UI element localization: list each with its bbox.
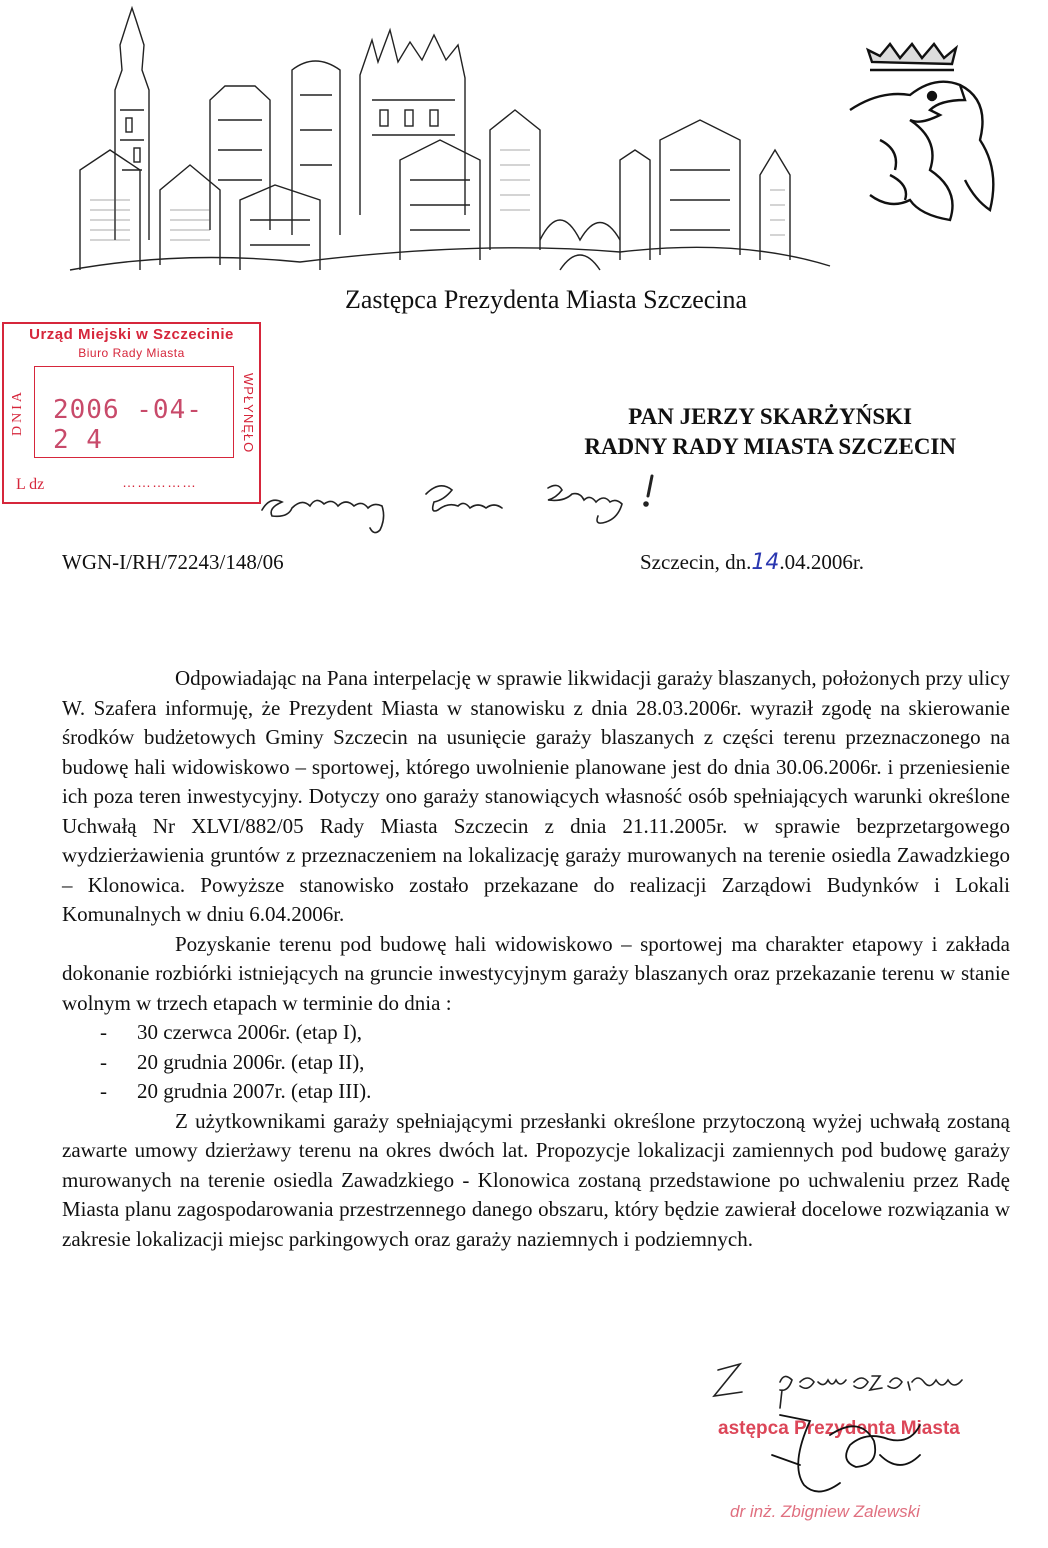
griffin-crest-icon — [850, 44, 993, 220]
letter-body — [62, 664, 1010, 1254]
stamp-department: Biuro Rady Miasta — [78, 346, 185, 360]
list-marker: - — [100, 1049, 107, 1074]
list-marker: - — [100, 1079, 107, 1103]
list-item — [62, 1048, 1010, 1078]
stamp-received-label: WPŁYNĘŁO — [241, 372, 256, 454]
place-and-date — [640, 550, 864, 575]
stages-list — [62, 1018, 1010, 1107]
list-marker: - — [100, 1020, 107, 1044]
body-paragraph-1: Odpowiadając na Pana interpelację w sprawie likwidacji garaży blaszanych, położonych przy ulicy W. Szafera informuję, że Prezydent Miasta w stanowisku z dnia 28.03.2006r. wyraził zgodę na skierowanie środków budżetowych Gminy Szczecin na usunięcie garaży blaszanych z części terenu przeznaczonego na budowę hali widowiskowo – sportowej, którego uwolnienie planowane jest do dnia 30.06.2006r. i przeniesienie ich poza teren inwestycyjny. Dotyczy ono garaży stanowiących własność osób spełniających warunki określone Uchwałą Nr XLVI/882/05 Rady Miasta Szczecin z dnia 21.11.2005r. w sprawie bezprzetargowego wydzierżawienia gruntów z przeznaczeniem na lokalizację garaży murowanych na terenie osiedla Zawadzkiego – Klonowica. Powyższe stanowisko zostało przekazane do realizacji Zarządowi Budynków i Lokali Komunalnych w dniu 6.04.2006r. — [62, 666, 1010, 926]
document-reference-number: WGN-I/RH/72243/148/06 — [62, 550, 284, 574]
date-day-handwritten: 14 — [751, 550, 780, 575]
official-title-stamp: astępca Prezydenta Miasta — [718, 1418, 960, 1439]
list-item — [62, 1018, 1010, 1048]
stamp-day-label: DNIA — [10, 389, 25, 437]
body-paragraph-2: Pozyskanie terenu pod budowę hali widowiskowo – sportowej ma charakter etapowy i zakłada dokonanie rozbiórki istniejących na gruncie inwestycyjnym garaży blaszanych oraz przekazanie terenu w stanie wolnym w trzech etapach w terminie do dnia : — [62, 931, 1010, 1015]
recipient-name: PAN JERZY SKARŻYŃSKI — [628, 404, 913, 429]
place-date-prefix: Szczecin, dn. — [640, 550, 752, 574]
signature — [770, 1395, 940, 1505]
letterhead-title: Zastępca Prezydenta Miasta Szczecina — [345, 285, 748, 314]
stage-text: 20 grudnia 2006r. (etap II), — [137, 1049, 365, 1074]
stamp-date: 2006 -04- 2 4 — [53, 395, 203, 455]
city-skyline-illustration — [60, 0, 1010, 285]
stamp-registry-dots: …………… — [122, 474, 197, 490]
stage-text: 30 czerwca 2006r. (etap I), — [137, 1020, 363, 1044]
stage-text: 20 grudnia 2007r. (etap III). — [137, 1079, 372, 1103]
place-date-suffix: .04.2006r. — [779, 550, 864, 574]
recipient-title: RADNY RADY MIASTA SZCZECIN — [584, 434, 956, 459]
stamp-office: Urząd Miejski w Szczecinie — [29, 326, 234, 343]
stamp-date-box — [34, 366, 234, 458]
signatory-name-stamp: dr inż. Zbigniew Zalewski — [730, 1502, 920, 1521]
received-stamp — [2, 322, 261, 504]
list-item — [62, 1077, 1010, 1107]
stamp-registry-label: L dz — [16, 476, 45, 493]
body-paragraph-3: Z użytkownikami garaży spełniającymi przesłanki określone przytoczoną wyżej uchwałą zostaną zawarte umowy dzierżawy terenu na okres dwóch lat. Propozycje lokalizacji zamiennych pod budowę garaży murowanych na terenie osiedla Zawadzkiego - Klonowica zostaną przedstawione po uchwaleniu przez Radę Miasta planu zagospodarowania przestrzennego danego obszaru, który będzie zawierał docelowe rozwiązania w zakresie lokalizacji miejsc parkingowych oraz garaży naziemnych i podziemnych. — [62, 1108, 1010, 1251]
recipient-block — [584, 402, 956, 462]
handwritten-salutation — [258, 458, 678, 538]
